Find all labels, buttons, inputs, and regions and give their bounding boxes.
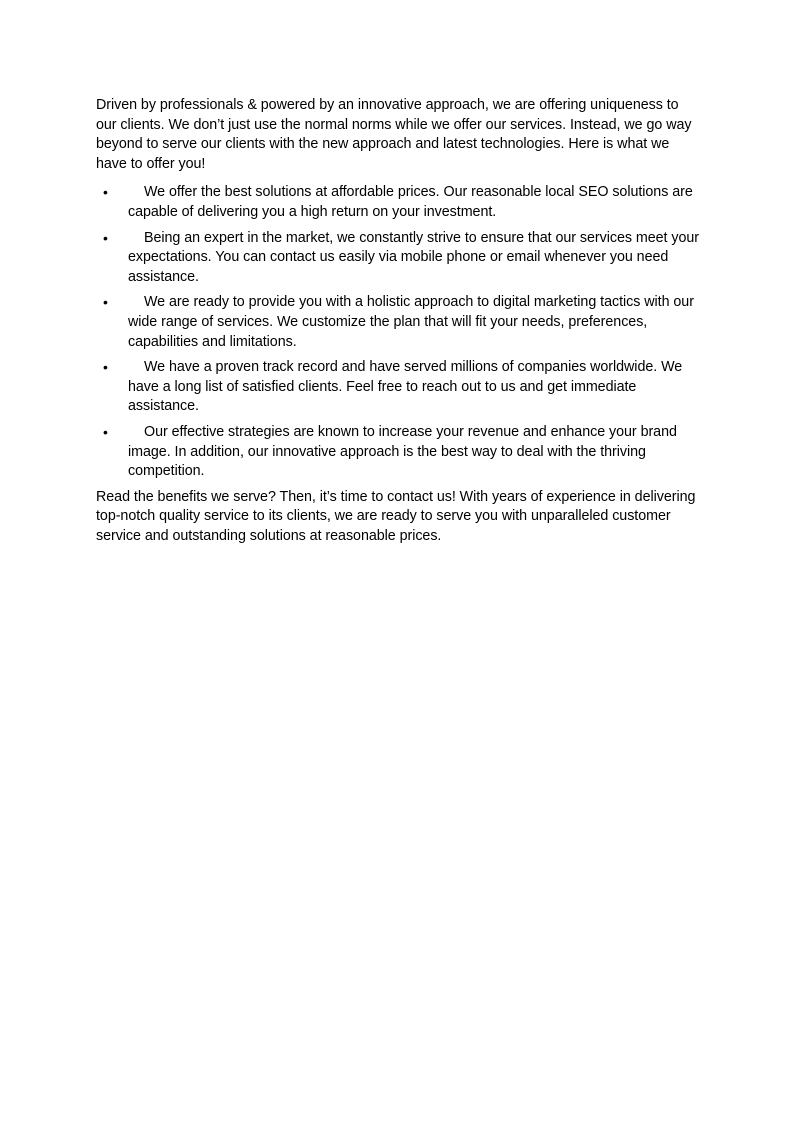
benefits-list bbox=[96, 183, 700, 481]
bullet-icon: • bbox=[103, 423, 108, 440]
list-item-text: We have a proven track record and have served millions of companies worldwide. We have a long list of satisfied clients. Feel free to reach out to us and get immediate assistance. bbox=[128, 359, 683, 415]
list-item bbox=[96, 183, 700, 222]
document-body bbox=[96, 96, 700, 546]
bullet-icon: • bbox=[103, 184, 108, 201]
list-item bbox=[96, 358, 700, 417]
list-item-text: Being an expert in the market, we constantly strive to ensure that our services meet your expectations. You can contact us easily via mobile phone or email whenever you need assistance. bbox=[128, 229, 699, 285]
list-item bbox=[96, 293, 700, 352]
list-item-text: We offer the best solutions at affordable prices. Our reasonable local SEO solutions are capable of delivering you a high return on your investment. bbox=[128, 184, 693, 220]
list-item bbox=[96, 229, 700, 288]
list-item bbox=[96, 423, 700, 482]
closing-paragraph: Read the benefits we serve? Then, it’s time to contact us! With years of experience in delivering top-notch quality service to its clients, we are ready to serve you with unparalleled customer service and outstanding solutions at reasonable prices. bbox=[96, 488, 696, 544]
list-item-text: Our effective strategies are known to increase your revenue and enhance your brand image. In addition, our innovative approach is the best way to deal with the thriving competition. bbox=[128, 423, 677, 480]
bullet-icon: • bbox=[103, 294, 108, 311]
list-item-text: We are ready to provide you with a holistic approach to digital marketing tactics with our wide range of services. We customize the plan that will fit your needs, preferences, capabilities and limitations. bbox=[128, 294, 694, 350]
bullet-icon: • bbox=[103, 229, 108, 246]
intro-paragraph: Driven by professionals & powered by an innovative approach, we are offering uniqueness to our clients. We don’t just use the normal norms while we offer our services. Instead, we go way beyond to serve our clients with the new approach and latest technologies. Here is what we have to offer you! bbox=[96, 97, 692, 172]
bullet-icon: • bbox=[103, 359, 108, 376]
